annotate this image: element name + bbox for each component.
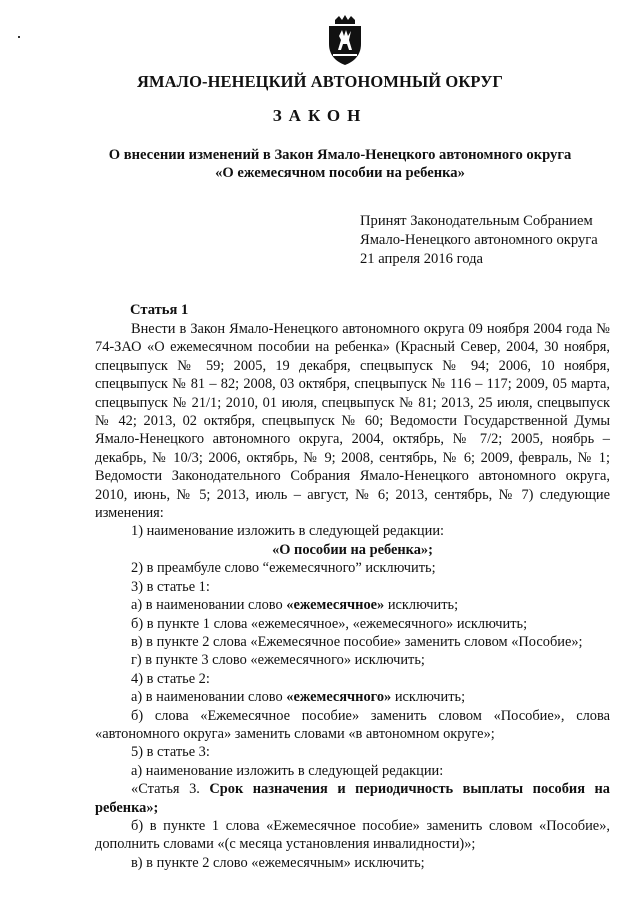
emphasis: «ежемесячного» (286, 689, 392, 706)
title-line: О внесении изменений в Закон Ямало-Ненецкого автономного округа (108, 147, 572, 163)
article-intro: Внести в Закон Ямало-Ненецкого автономного округа 09 ноября 2004 года № 74-ЗАО «О ежемесячном пособии на ребенка» (Красный Север, 2004, 30 ноября, спецвыпуск № 59; 2005, 19 декабря, спецвыпуск № 94; 2006, 10 ноября, спецвыпуск № 81 – 82; 2008, 03 октября, спецвыпуск № 116 – 117; 2009, 05 марта, спецвыпуск № 21/1; 2010, 01 июля, спецвыпуск № 81; 2013, 25 июля, спецвыпуск № 42; 2013, 02 октября, спецвыпуск № 60; Ведомости Государственной Думы Ямало-Ненецкого автономного округа, 2004, октябрь, № 7/2; 2005, ноябрь – декабрь, № 10/3; 2006, октябрь, № 9; 2008, сентябрь, № 6; 2009, февраль, № 1; Ведомости Законодательного Собрания Ямало-Ненецкого автономного округа, 2010, июнь, № 5; 2013, июль – август, № 6; 2013, сентябрь, № 7) следующие изменения: (95, 321, 610, 522)
region-name: ЯМАЛО-НЕНЕЦКИЙ АВТОНОМНЫЙ ОКРУГ (136, 72, 504, 91)
article-heading: Статья 1 (130, 302, 189, 318)
document-title (60, 146, 620, 182)
list-item: 1) наименование изложить в следующей редакции: (131, 523, 445, 540)
text-run: а) в наименовании слово (131, 597, 287, 614)
list-item: 3) в статье 1: (131, 578, 210, 595)
list-item: 4) в статье 2: (131, 670, 210, 687)
emphasis: Срок назначения и периодичность выплаты пособия на ребенка»; (95, 781, 610, 816)
list-item: 2) в преамбуле слово “ежемесячного” исключить; (131, 560, 436, 577)
list-item (95, 688, 610, 706)
scan-speck (18, 36, 20, 38)
list-item: а) наименование изложить в следующей редакции: (131, 762, 444, 779)
list-item: б) слова «Ежемесячное пособие» заменить словом «Пособие», слова «автономного округа» заменить словами «в автономном округе»; (95, 707, 610, 742)
adoption-note (360, 212, 598, 269)
list-item: в) в пункте 2 слово «ежемесячным» исключить; (131, 854, 425, 871)
title-line: «О ежемесячном пособии на ребенка» (215, 165, 465, 181)
list-item: в) в пункте 2 слова «Ежемесячное пособие» заменить словом «Пособие»; (131, 633, 583, 650)
list-item (95, 596, 610, 614)
text-run: исключить; (391, 689, 466, 706)
document-type: ЗАКОН (272, 106, 368, 125)
coat-of-arms-icon (325, 14, 365, 66)
adoption-line: Принят Законодательным Собранием (360, 213, 593, 229)
new-title: «О пособии на ребенка»; (272, 541, 433, 558)
list-item: 5) в статье 3: (131, 744, 210, 761)
list-item: б) в пункте 1 слова «Ежемесячное пособие» заменить словом «Пособие», дополнить словами «(с месяца установления инвалидности)»; (95, 817, 610, 853)
emphasis: «ежемесячное» (286, 597, 385, 614)
adoption-line: Ямало-Ненецкого автономного округа (360, 232, 598, 248)
list-item: б) в пункте 1 слова «ежемесячное», «ежемесячного» исключить; (131, 615, 528, 632)
list-item: г) в пункте 3 слово «ежемесячного» исключить; (131, 652, 425, 669)
text-run: а) в наименовании слово (131, 689, 287, 706)
article-body (95, 320, 610, 872)
adoption-date: 21 апреля 2016 года (360, 251, 483, 267)
list-item (95, 780, 610, 817)
text-run: исключить; (384, 597, 459, 614)
text-run: «Статья 3. (131, 781, 210, 798)
